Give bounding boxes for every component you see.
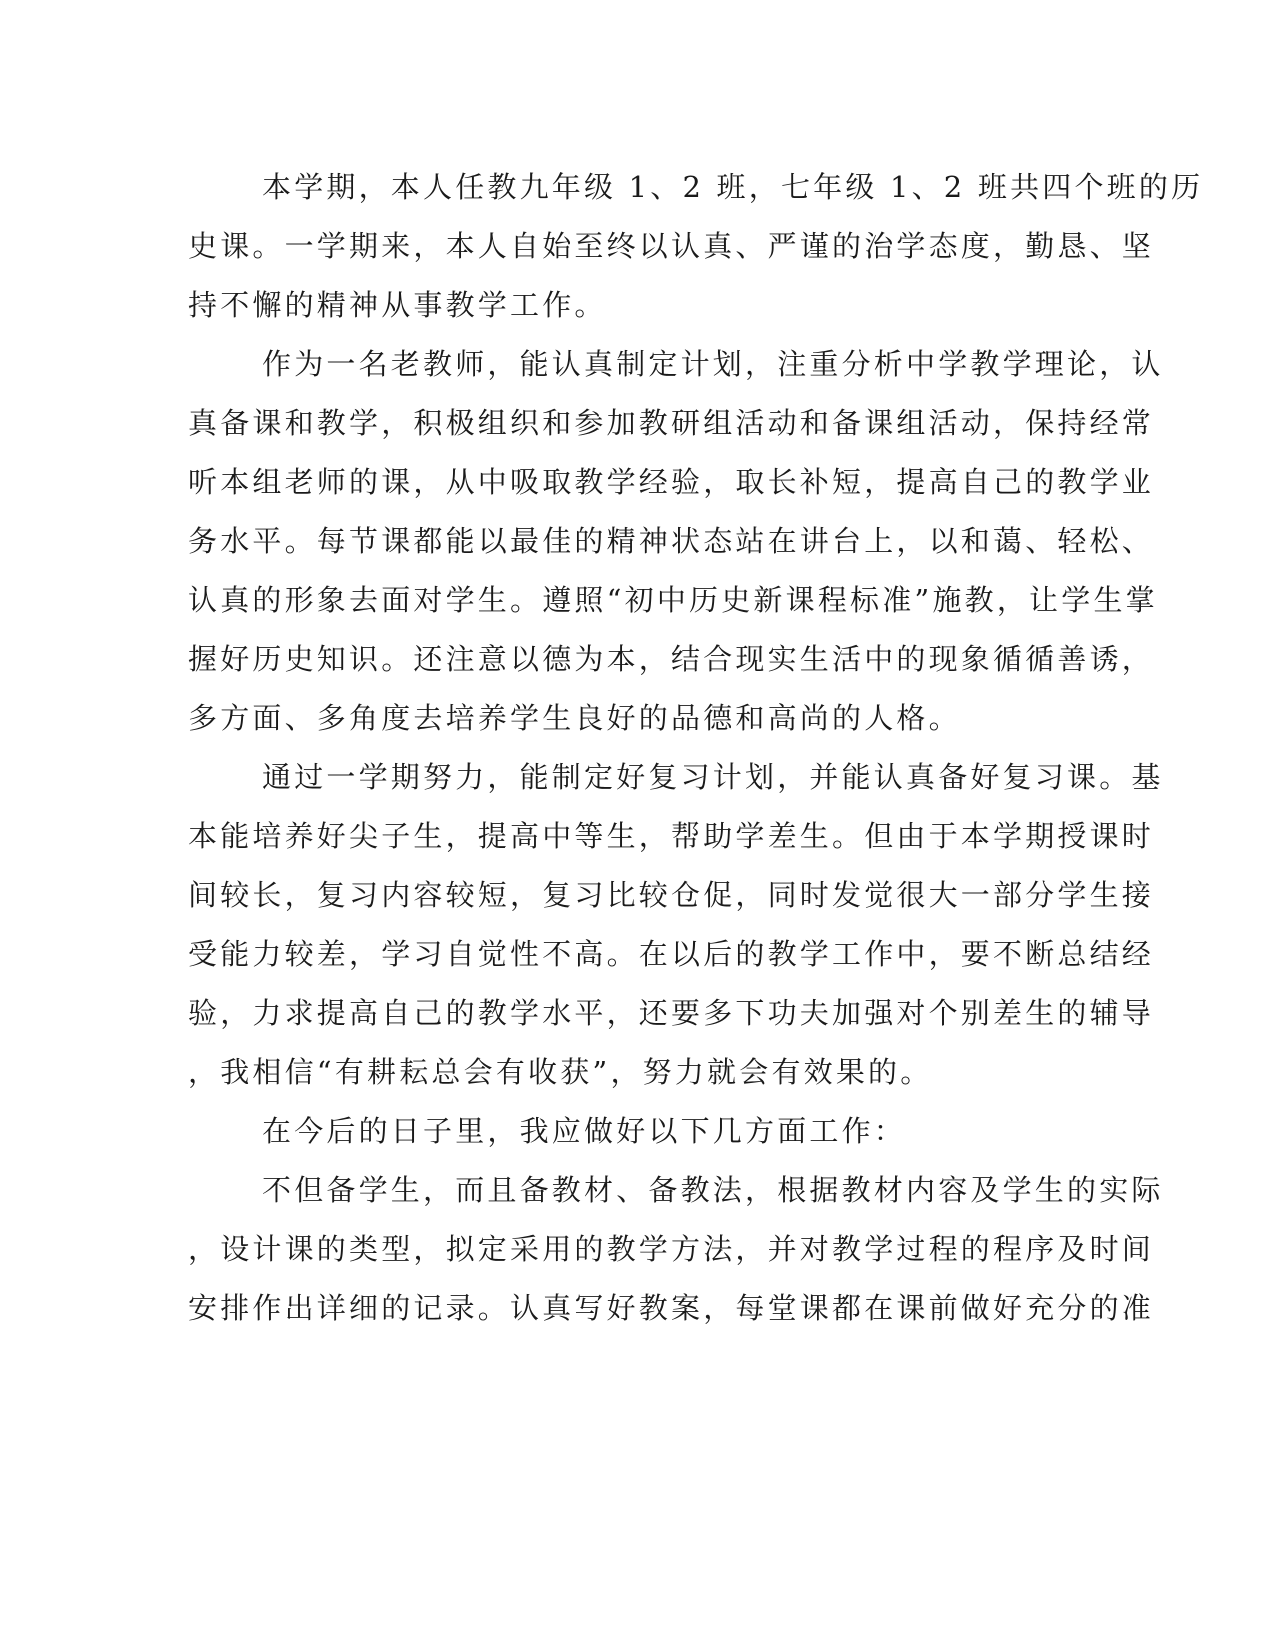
text-line: 受能力较差，学习自觉性不高。在以后的教学工作中，要不断总结经 xyxy=(188,937,1155,971)
text-line: 本能培养好尖子生，提高中等生，帮助学差生。但由于本学期授课时 xyxy=(188,819,1155,853)
text-line: 通过一学期努力，能制定好复习计划，并能认真备好复习课。基 xyxy=(262,760,1164,794)
text-line: 本学期，本人任教九年级 1、2 班，七年级 1、2 班共四个班的历 xyxy=(262,170,1204,204)
text-line: 安排作出详细的记录。认真写好教案，每堂课都在课前做好充分的准 xyxy=(188,1291,1155,1325)
text-line: 验，力求提高自己的教学水平，还要多下功夫加强对个别差生的辅导 xyxy=(188,996,1155,1030)
text-line: 多方面、多角度去培养学生良好的品德和高尚的人格。 xyxy=(188,701,961,735)
text-line: 听本组老师的课，从中吸取教学经验，取长补短，提高自己的教学业 xyxy=(188,465,1155,499)
text-line: 间较长，复习内容较短，复习比较仓促，同时发觉很大一部分学生接 xyxy=(188,878,1155,912)
text-line: 史课。一学期来，本人自始至终以认真、严谨的治学态度，勤恳、坚 xyxy=(188,229,1155,263)
document-body xyxy=(188,158,1204,1338)
text-line: 真备课和教学，积极组织和参加教研组活动和备课组活动，保持经常 xyxy=(188,406,1155,440)
text-line: 在今后的日子里，我应做好以下几方面工作： xyxy=(262,1114,907,1148)
text-line: ，设计课的类型，拟定采用的教学方法，并对教学过程的程序及时间 xyxy=(188,1232,1155,1266)
text-line: 不但备学生，而且备教材、备教法，根据教材内容及学生的实际 xyxy=(262,1173,1164,1207)
text-line: 持不懈的精神从事教学工作。 xyxy=(188,288,607,322)
text-line: ，我相信“有耕耘总会有收获”，努力就会有效果的。 xyxy=(188,1055,933,1089)
text-line: 务水平。每节课都能以最佳的精神状态站在讲台上，以和蔼、轻松、 xyxy=(188,524,1155,558)
text-line: 认真的形象去面对学生。遵照“初中历史新课程标准”施教，让学生掌 xyxy=(188,583,1158,617)
text-line: 作为一名老教师，能认真制定计划，注重分析中学教学理论，认 xyxy=(262,347,1164,381)
text-line: 握好历史知识。还注意以德为本，结合现实生活中的现象循循善诱， xyxy=(188,642,1155,676)
